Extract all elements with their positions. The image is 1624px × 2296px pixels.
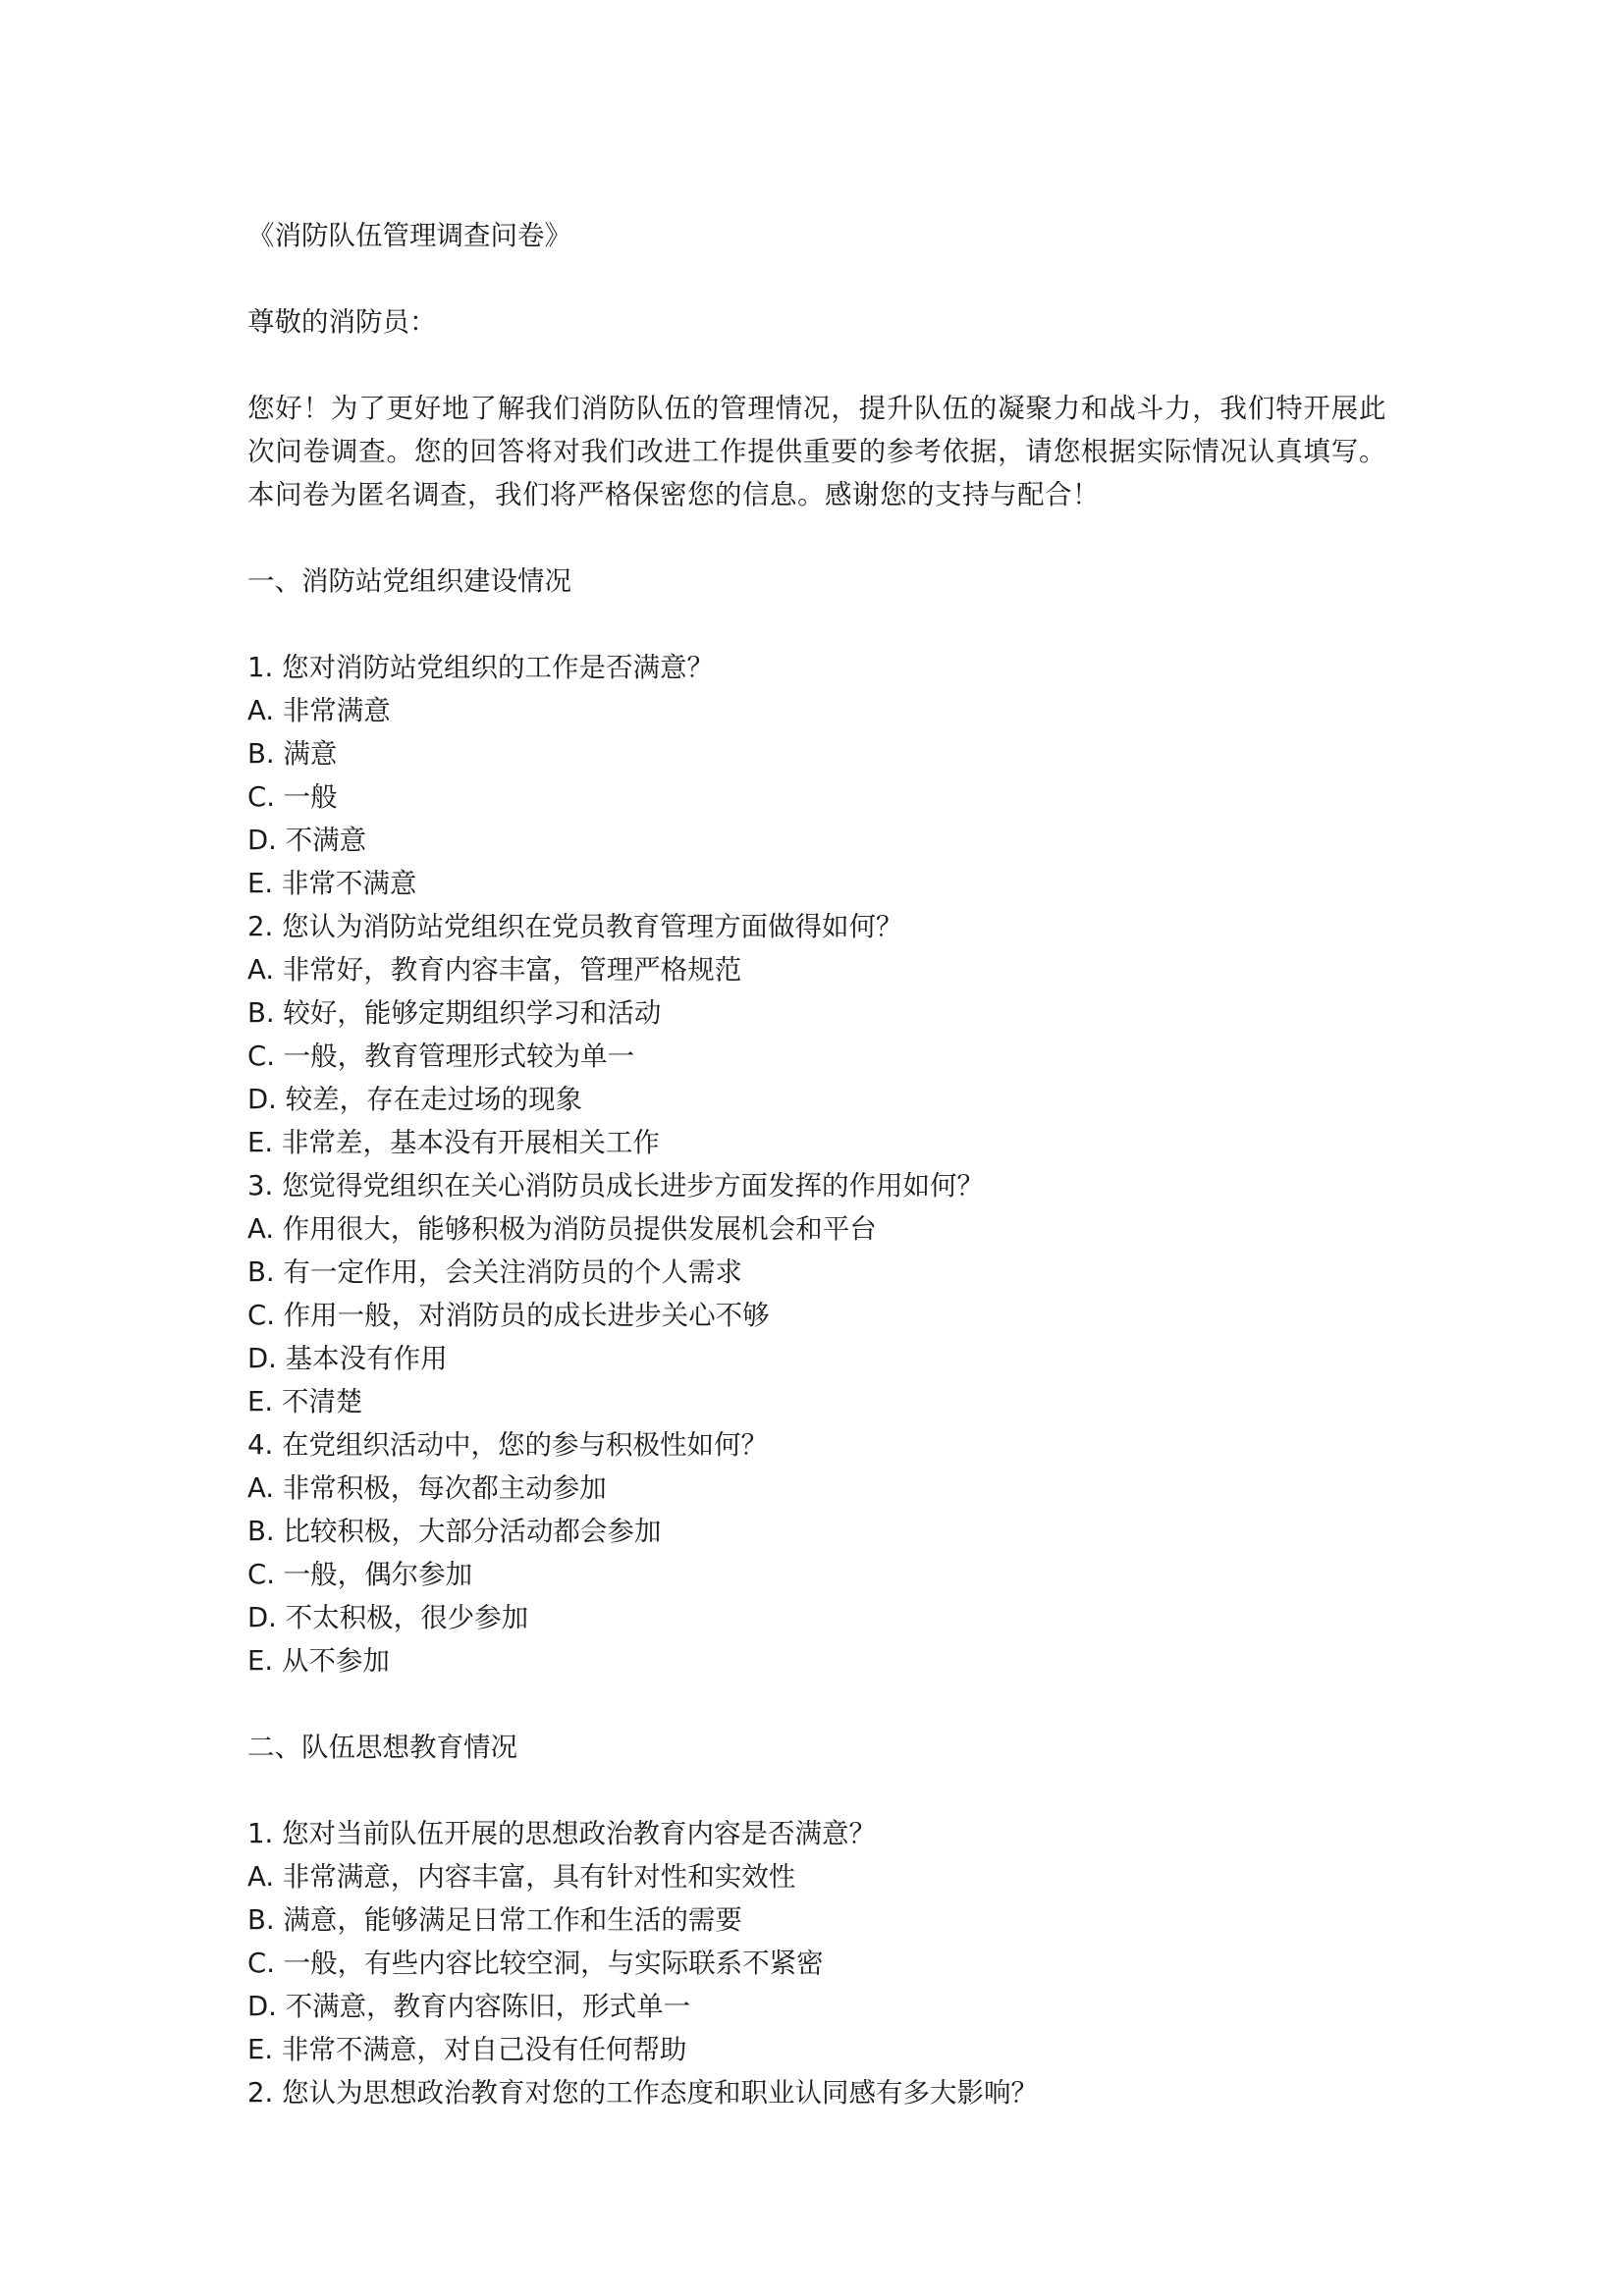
survey-section xyxy=(247,1726,1386,2114)
answer-option: D. 不太积极，很少参加 xyxy=(247,1602,529,1633)
answer-option: B. 比较积极，大部分活动都会参加 xyxy=(247,1516,662,1547)
answer-option: C. 一般，有些内容比较空洞，与实际联系不紧密 xyxy=(247,1948,824,1979)
answer-option: D. 基本没有作用 xyxy=(247,1343,448,1374)
answer-option: B. 有一定作用，会关注消防员的个人需求 xyxy=(247,1256,742,1288)
answer-option: C. 一般，教育管理形式较为单一 xyxy=(247,1041,635,1072)
answer-option: E. 非常不满意 xyxy=(247,868,417,899)
document-title: 《消防队伍管理调查问卷》 xyxy=(247,220,571,251)
answer-option: A. 非常好，教育内容丰富，管理严格规范 xyxy=(247,954,742,986)
intro-paragraph: 您好！为了更好地了解我们消防队伍的管理情况，提升队伍的凝聚力和战斗力，我们特开展此次问卷调查。您的回答将对我们改进工作提供重要的参考依据，请您根据实际情况认真填写。本问卷为匿名调查，我们将严格保密您的信息。感谢您的支持与配合！ xyxy=(247,393,1386,510)
question-text: 1. 您对当前队伍开展的思想政治教育内容是否满意？ xyxy=(247,1818,876,1849)
document-page xyxy=(247,214,1386,2114)
survey-section xyxy=(247,560,1386,1682)
answer-option: E. 从不参加 xyxy=(247,1645,390,1677)
section-heading: 一、消防站党组织建设情况 xyxy=(247,565,571,597)
question-text: 1. 您对消防站党组织的工作是否满意？ xyxy=(247,652,714,683)
answer-option: C. 作用一般，对消防员的成长进步关心不够 xyxy=(247,1300,770,1331)
answer-option: A. 作用很大，能够积极为消防员提供发展机会和平台 xyxy=(247,1213,877,1245)
survey-sections xyxy=(247,560,1386,2114)
answer-option: E. 非常不满意，对自己没有任何帮助 xyxy=(247,2034,687,2065)
answer-option: D. 不满意 xyxy=(247,825,367,856)
section-heading: 二、队伍思想教育情况 xyxy=(247,1732,517,1763)
answer-option: B. 满意，能够满足日常工作和生活的需要 xyxy=(247,1904,742,1936)
answer-option: A. 非常积极，每次都主动参加 xyxy=(247,1472,607,1504)
answer-option: A. 非常满意，内容丰富，具有针对性和实效性 xyxy=(247,1861,796,1893)
question-text: 3. 您觉得党组织在关心消防员成长进步方面发挥的作用如何？ xyxy=(247,1170,984,1201)
answer-option: B. 满意 xyxy=(247,738,338,770)
answer-option: D. 较差，存在走过场的现象 xyxy=(247,1084,583,1115)
answer-option: C. 一般，偶尔参加 xyxy=(247,1559,473,1590)
answer-option: D. 不满意，教育内容陈旧，形式单一 xyxy=(247,1991,691,2022)
answer-option: E. 不清楚 xyxy=(247,1386,363,1417)
question-text: 2. 您认为思想政治教育对您的工作态度和职业认同感有多大影响？ xyxy=(247,2077,1038,2109)
answer-option: A. 非常满意 xyxy=(247,695,391,726)
answer-option: E. 非常差，基本没有开展相关工作 xyxy=(247,1127,660,1158)
question-text: 4. 在党组织活动中，您的参与积极性如何？ xyxy=(247,1429,768,1461)
answer-option: C. 一般 xyxy=(247,781,338,813)
question-text: 2. 您认为消防站党组织在党员教育管理方面做得如何？ xyxy=(247,911,903,942)
answer-option: B. 较好，能够定期组织学习和活动 xyxy=(247,997,662,1029)
greeting: 尊敬的消防员： xyxy=(247,306,437,338)
